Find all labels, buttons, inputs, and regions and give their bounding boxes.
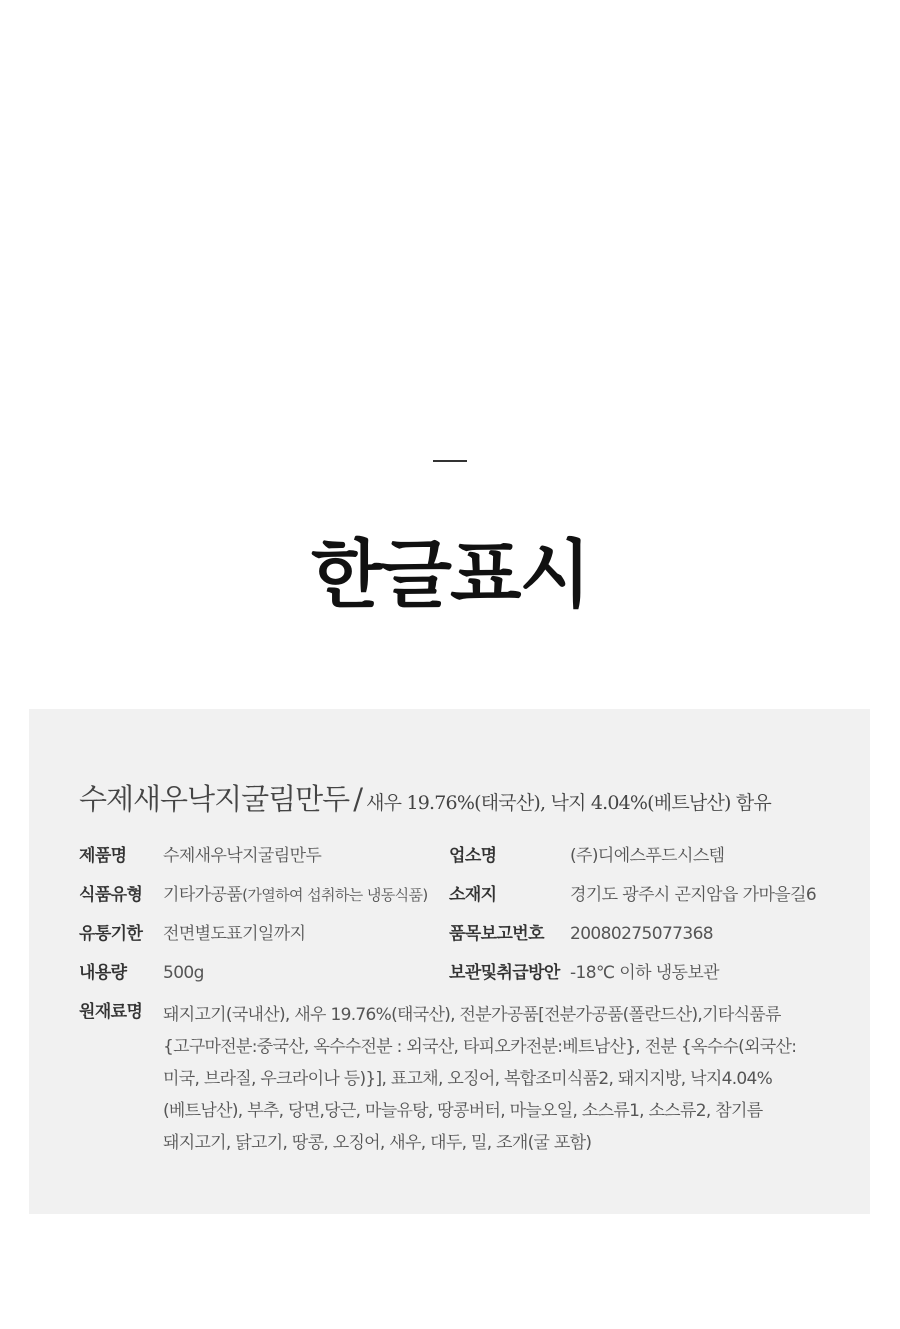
ingredients-line: 돼지고기, 닭고기, 땅콩, 오징어, 새우, 대두, 밀, 조개(굴 포함) [163, 1133, 592, 1153]
address-label: 소재지 [449, 885, 497, 905]
food-type-label: 식품유형 [79, 885, 143, 905]
ingredients-line: {고구마전분:중국산, 옥수수전분 : 외국산, 타피오카전분:베트남산}, 전분 {옥수수(외국산: [163, 1037, 797, 1057]
product-name-label: 제품명 [79, 846, 127, 866]
food-type-note: (가열하여 섭취하는 냉동식품) [242, 886, 428, 904]
product-name: 수제새우낙지굴림만두 [79, 782, 350, 816]
section-divider [433, 460, 467, 462]
storage-value: -18℃ 이하 냉동보관 [570, 963, 719, 983]
content-label: 내용량 [79, 963, 127, 983]
ingredients-list [163, 999, 803, 1159]
address-value: 경기도 광주시 곤지암읍 가마을길6 [570, 885, 817, 905]
storage-label: 보관및취급방안 [449, 963, 560, 983]
report-number-value: 20080275077368 [570, 924, 714, 944]
report-number-label: 품목보고번호 [449, 924, 544, 944]
expiry-label: 유통기한 [79, 924, 143, 944]
ingredients-line: 미국, 브라질, 우크라이나 등)}], 표고채, 오징어, 복합조미식품2, 돼지지방, 낙지4.04% [163, 1069, 773, 1089]
label-info-panel [29, 709, 870, 1214]
heading-separator: / [353, 782, 363, 816]
expiry-value: 전면별도표기일까지 [163, 924, 306, 944]
company-value: (주)디에스푸드시스템 [570, 846, 725, 866]
food-type-value [163, 884, 428, 906]
ingredients-line: (베트남산), 부추, 당면,당근, 마늘유탕, 땅콩버터, 마늘오일, 소스류1, 소스류2, 참기름 [163, 1101, 763, 1121]
product-name-value: 수제새우낙지굴림만두 [163, 846, 322, 866]
food-type-main: 기타가공품 [163, 885, 243, 905]
ingredients-line: 돼지고기(국내산), 새우 19.76%(태국산), 전분가공품[전분가공품(폴란드산),기타식품류 [163, 1005, 781, 1025]
product-heading [79, 777, 839, 818]
section-title: 한글표시 [311, 532, 589, 618]
product-subtitle: 새우 19.76%(태국산), 낙지 4.04%(베트남산) 함유 [366, 792, 771, 814]
ingredients-label: 원재료명 [79, 1002, 143, 1022]
company-label: 업소명 [449, 846, 497, 866]
content-value: 500g [163, 963, 204, 983]
